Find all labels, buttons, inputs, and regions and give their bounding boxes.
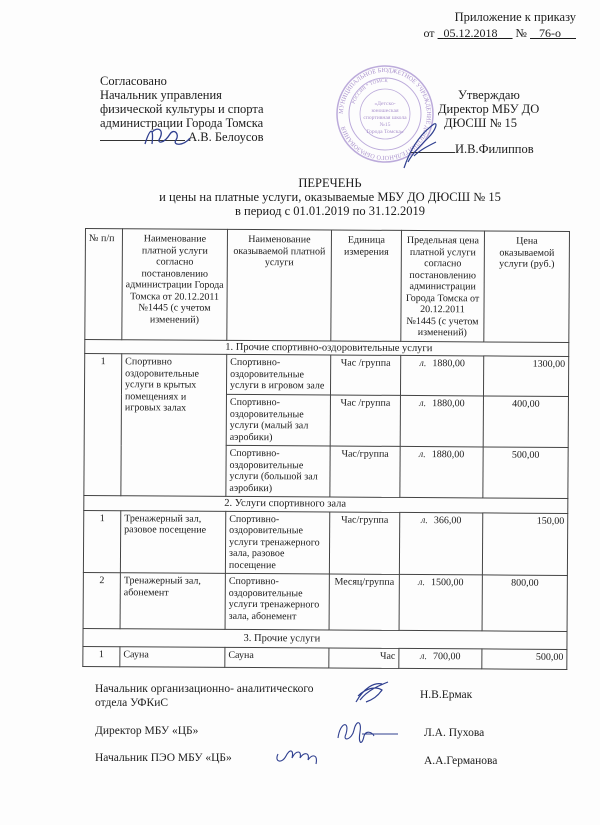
agreed-line2: физической культуры и спорта xyxy=(100,102,264,116)
section-title: 1. Прочие спортивно-оздоровительные услуги xyxy=(85,339,569,356)
checkmark-icon: л. xyxy=(421,514,428,526)
cell-unit: Час/группа xyxy=(330,446,400,497)
approved-line1: Директор МБУ ДО xyxy=(438,102,540,116)
cell-price: 500,00 xyxy=(483,447,568,499)
signature-ermak xyxy=(352,678,392,706)
cell-limit: л. 1880,00 xyxy=(400,395,483,447)
signature-position-1: Начальник организационно- аналитического отдела УФКиС xyxy=(95,683,314,709)
cell-price: 500,00 xyxy=(482,649,567,670)
checkmark-icon: л. xyxy=(419,398,427,410)
checkmark-icon: л. xyxy=(420,651,428,663)
signature-name-2: Л.А. Пухова xyxy=(424,727,485,739)
title-line1: ПЕРЕЧЕНЬ xyxy=(298,176,362,190)
cell-provided: Спортивно-оздоровительные услуги тренажерного зала, разовое посещение xyxy=(225,511,329,574)
header-limit-price: Предельная цена платной услуги согласно постановлению администрации Города Томска от 20.12.2011 №1445 (с учетом изменений) xyxy=(401,230,485,341)
table-row xyxy=(84,354,568,397)
cell-unit: Час xyxy=(329,648,399,668)
cell-price: 1300,00 xyxy=(483,356,568,397)
signature-name-1: Н.В.Ермак xyxy=(420,689,473,701)
cell-service: Спортивно оздоровительные услуги в крытых помещениях и игровых залах xyxy=(121,354,227,497)
order-date: 05.12.2018 xyxy=(443,26,498,40)
cell-provided: Сауна xyxy=(225,647,329,668)
cell-unit: Месяц/группа xyxy=(329,574,399,630)
cell-num: 1 xyxy=(83,510,120,573)
signature-position-2: Директор МБУ «ЦБ» xyxy=(95,725,199,737)
signature-germanova xyxy=(272,740,322,768)
from-label: от xyxy=(423,26,435,40)
svg-text:№15: №15 xyxy=(379,122,391,128)
agreed-line1: Начальник управления xyxy=(100,88,222,102)
cell-unit: Час /группа xyxy=(330,355,400,395)
svg-text:спортивная школа: спортивная школа xyxy=(363,115,407,121)
title-line3: в период с 01.01.2019 по 31.12.2019 xyxy=(235,204,425,218)
stamp-outer-text: МУНИЦИПАЛЬНОЕ БЮДЖЕТНОЕ УЧРЕЖДЕНИЕ ДОПОЛНИТЕЛЬНОГО ОБРАЗОВАНИЯ xyxy=(337,66,433,162)
cell-unit: Час/группа xyxy=(329,512,399,575)
svg-text:юношеская: юношеская xyxy=(371,108,399,114)
agreed-name: А.В. Белоусов xyxy=(188,130,264,144)
cell-service: Тренажерный зал, абонемент xyxy=(120,573,225,630)
cell-price: 800,00 xyxy=(482,575,567,632)
cell-provided: Спортивно-оздоровительные услуги в игровом зале xyxy=(226,354,330,395)
document-title xyxy=(0,176,600,218)
order-line xyxy=(423,26,576,41)
order-number: 76-о xyxy=(539,26,561,40)
cell-num: 2 xyxy=(83,572,120,628)
number-label: № xyxy=(515,26,527,40)
svg-text:Города Томска»: Города Томска» xyxy=(366,129,404,135)
cell-limit: л. 700,00 xyxy=(399,648,482,669)
approved-name: И.В.Филиппов xyxy=(455,142,534,156)
cell-service: Сауна xyxy=(120,647,225,668)
approved-line2: ДЮСШ № 15 xyxy=(444,116,517,130)
signature-belousov xyxy=(140,124,200,150)
agreed-title: Согласовано xyxy=(100,74,167,88)
table-row xyxy=(83,646,567,669)
cell-price: 400,00 xyxy=(483,396,568,448)
table-header-row xyxy=(85,229,570,342)
cell-unit: Час /группа xyxy=(330,395,400,446)
header-unit: Единица измерения xyxy=(331,230,402,341)
cell-provided: Спортивно-оздоровительные услуги (малый зал аэробики) xyxy=(226,394,330,446)
cell-limit: л. 1500,00 xyxy=(399,574,482,631)
svg-text:«Детско-: «Детско- xyxy=(374,101,396,107)
signature-filippov xyxy=(400,120,440,170)
cell-provided: Спортивно-оздоровительные услуги тренажерного зала, абонемент xyxy=(225,573,329,630)
cell-service: Тренажерный зал, разовое посещение xyxy=(120,510,225,573)
table-row xyxy=(83,510,567,575)
cell-num: 1 xyxy=(83,646,120,666)
price-table xyxy=(82,228,570,670)
header-price: Цена оказываемой услуги (руб.) xyxy=(484,231,570,342)
cell-limit: л. 366,00 xyxy=(399,512,482,575)
header-service: Наименование платной услуги согласно постановлению администрации Города Томска от 20.12.2011 №1445 (с учетом изменений) xyxy=(122,229,228,340)
cell-num: 1 xyxy=(84,354,122,496)
cell-provided: Спортивно-оздоровительные услуги (большой зал аэробики) xyxy=(226,445,330,497)
cell-limit: л. 1880,00 xyxy=(400,446,483,498)
approved-title: Утверждаю xyxy=(458,88,520,102)
signature-position-3: Начальник ПЭО МБУ «ЦБ» xyxy=(95,752,232,764)
agreed-line3: администрации Города Томска xyxy=(100,116,264,130)
checkmark-icon: л. xyxy=(418,577,426,589)
cell-limit: л. 1880,00 xyxy=(400,355,483,396)
section-title: 2. Услуги спортивного зала xyxy=(84,495,568,512)
checkmark-icon: л. xyxy=(418,449,426,461)
signature-name-3: А.А.Германова xyxy=(424,755,498,767)
header-num: № п/п xyxy=(85,229,123,340)
approved-block xyxy=(430,88,539,130)
table-row xyxy=(83,572,567,631)
appendix-label: Приложение к приказу xyxy=(454,10,576,24)
checkmark-icon: л. xyxy=(419,358,427,370)
section-title: 3. Прочие услуги xyxy=(83,628,567,649)
signature-pukhova xyxy=(332,712,400,748)
cell-price: 150,00 xyxy=(482,512,567,575)
stamp-bottom-text: РОССИЯ * ТОМСК xyxy=(351,78,388,105)
appendix-header xyxy=(423,10,576,41)
header-provided: Наименование оказываемой платной услуги xyxy=(227,229,332,340)
title-line2: и цены на платные услуги, оказываемые МБУ ДО ДЮСШ № 15 xyxy=(159,190,501,204)
